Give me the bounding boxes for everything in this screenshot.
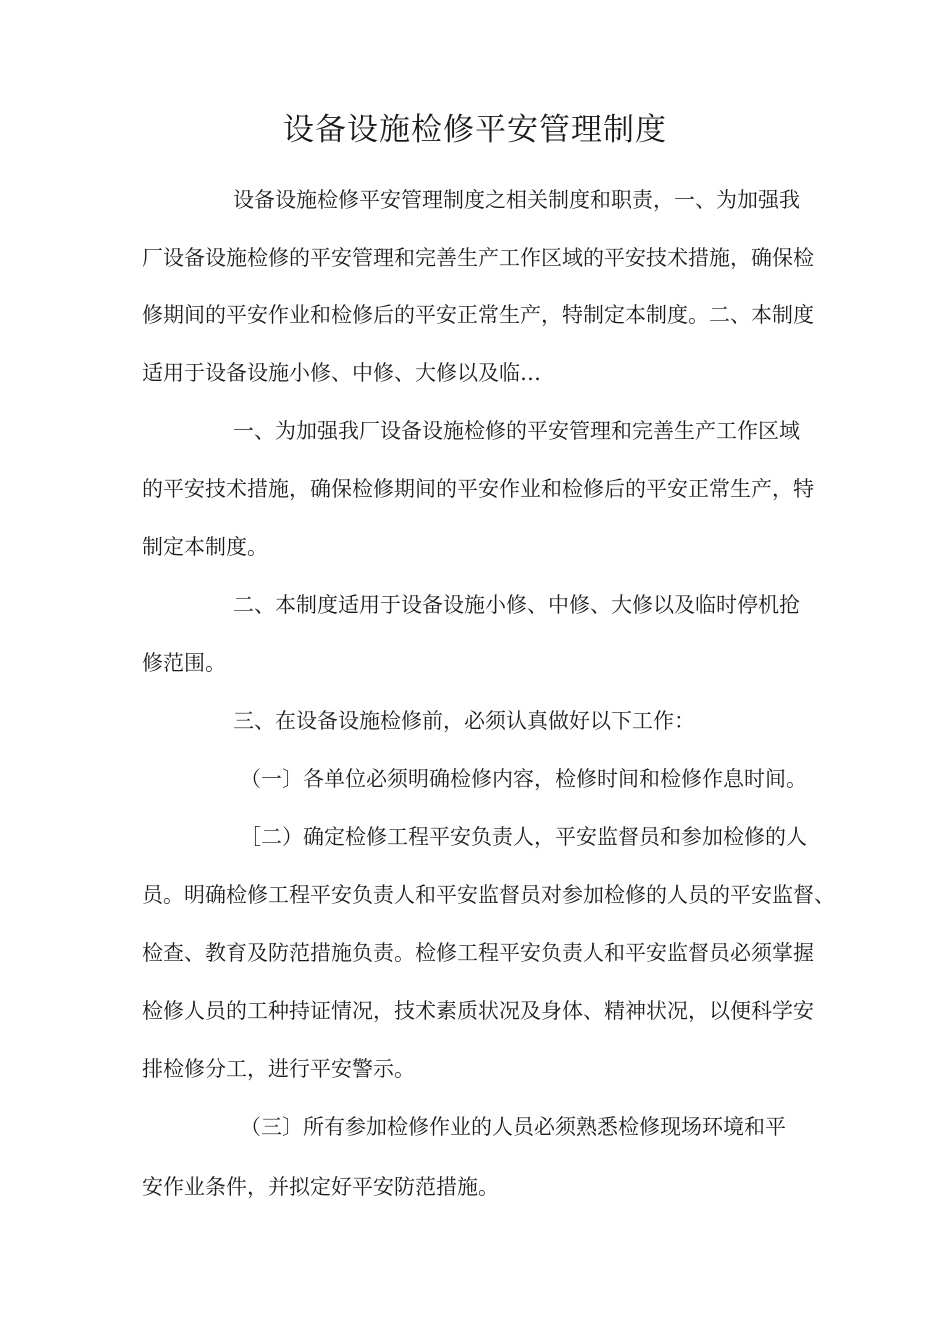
paragraph-line: 三、在设备设施检修前，必须认真做好以下工作： <box>233 709 695 733</box>
paragraph-line: 安作业条件，并拟定好平安防范措施。 <box>142 1175 499 1199</box>
paragraph-line: 排检修分工，进行平安警示。 <box>142 1057 415 1081</box>
paragraph-line: 厂设备设施检修的平安管理和完善生产工作区域的平安技术措施，确保检 <box>142 246 814 270</box>
paragraph-line: 员。明确检修工程平安负责人和平安监督员对参加检修的人员的平安监督、 <box>142 883 835 907</box>
paragraph-line: 修期间的平安作业和检修后的平安正常生产，特制定本制度。二、本制度 <box>142 303 814 327</box>
paragraph-line: （三〕所有参加检修作业的人员必须熟悉检修现场环境和平 <box>240 1115 786 1139</box>
paragraph-line: 检查、教育及防范措施负责。检修工程平安负责人和平安监督员必须掌握 <box>142 941 814 965</box>
paragraph-line: 修范围。 <box>142 651 226 675</box>
paragraph-line: 设备设施检修平安管理制度之相关制度和职责，一、为加强我 <box>233 188 800 212</box>
paragraph-line: 二、本制度适用于设备设施小修、中修、大修以及临时停机抢 <box>233 593 800 617</box>
document-title: 设备设施检修平安管理制度 <box>283 112 667 148</box>
paragraph-line: 制定本制度。 <box>142 535 268 559</box>
paragraph-line: 一、为加强我厂设备设施检修的平安管理和完善生产工作区域 <box>233 419 800 443</box>
paragraph-line: 的平安技术措施，确保检修期间的平安作业和检修后的平安正常生产，特 <box>142 477 814 501</box>
paragraph-line: 检修人员的工种持证情况，技术素质状况及身体、精神状况，以便科学安 <box>142 999 814 1023</box>
paragraph-line: ［二）确定检修工程平安负责人，平安监督员和参加检修的人 <box>240 825 807 849</box>
paragraph-line: 适用于设备设施小修、中修、大修以及临… <box>142 361 541 385</box>
paragraph-line: （一〕各单位必须明确检修内容，检修时间和检修作息时间。 <box>240 767 807 791</box>
